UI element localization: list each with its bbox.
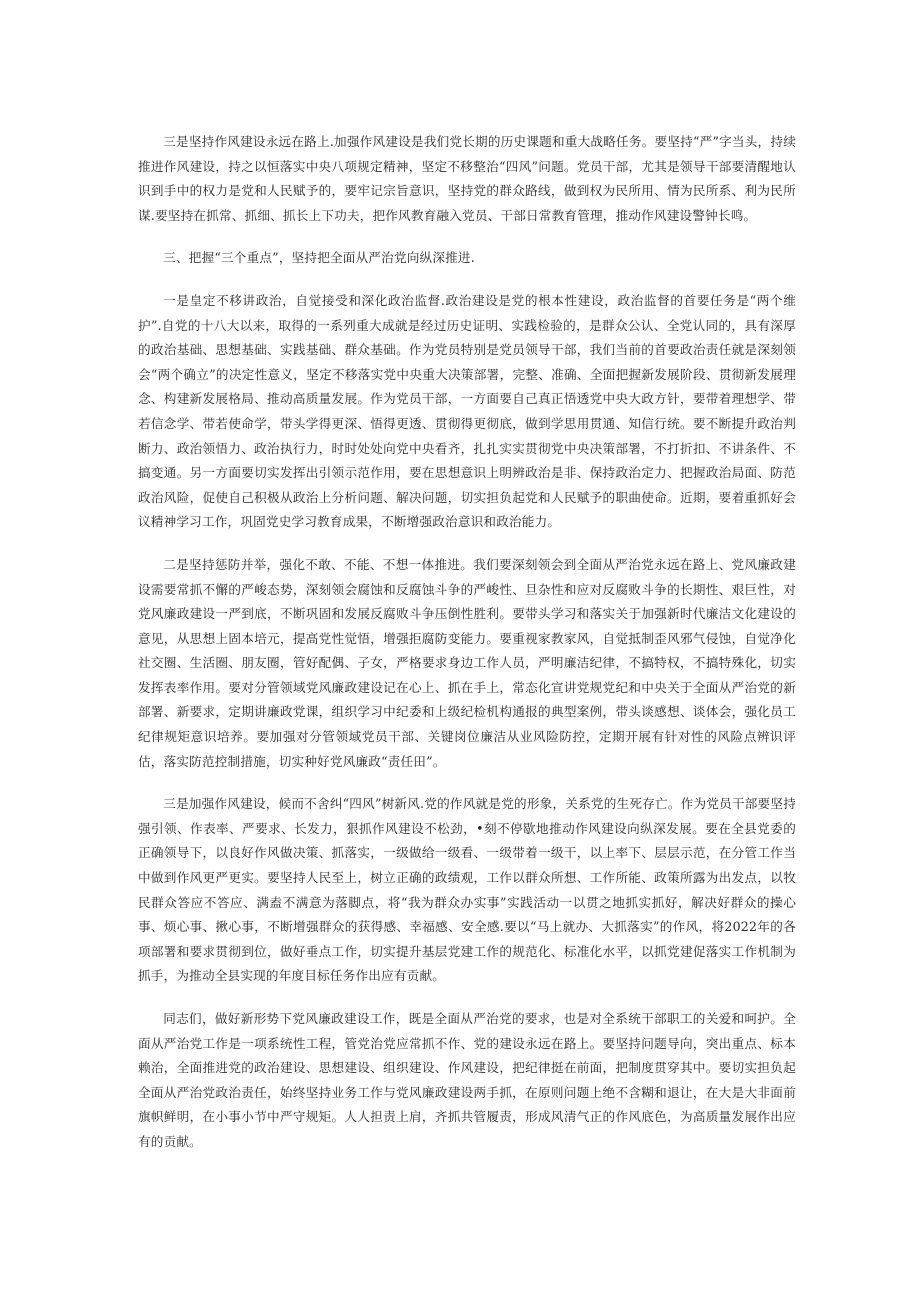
document-body [138, 130, 796, 1173]
paragraph-anti-corruption: 二是坚持惩防并举，强化不敢、不能、不想一体推进。我们要深刻领会到全面从严治党永远在路上、党风廉政建设需要常抓不懈的严峻态势，深刻领会腐蚀和反腐蚀斗争的严峻性、旦杂性和应对反腐败斗争的长期性、艰巨性，对党风廉政建设一严到底，不断巩固和发展反腐败斗争压倒性胜利。要带头学习和落实关于加强新时代廉洁文化建设的意见，从思想上固本培元，提高党性觉悟，增强拒腐防变能力。要重视家教家风，自觉抵制歪风邪气侵蚀，自觉净化社交圈、生活圈、朋友圈，管好配偶、子女，严格要求身边工作人员，严明廉洁纪律，不搞特权，不搞特殊化，切实发挥表率作用。要对分管领域党风廉政建设记在心上、抓在手上，常态化宣讲党规党纪和中央关于全面从严治党的新部署、新要求，定期讲廉政党课，组织学习中纪委和上级纪检机构通报的典型案例，带头谈感想、谈体会，强化员工纪律规矩意识培养。要加强对分管领域党员干部、关键岗位廉洁从业风险防控，定期开展有针对性的风险点辨识评估，落实防范控制措施，切实种好党风廉政“责任田”。 [138, 556, 796, 769]
paragraph-conclusion: 同志们，做好新形势下党风廉政建设工作，既是全面从严治党的要求，也是对全系统干部职工的关爱和呵护。全面从严治党工作是一项系统性工程，管党治党应常抓不作、党的建设永远在路上。要坚持问题导向，突出重点、标本赖治，全面推进党的政治建设、思想建设、组织建设、作风建设，把纪律挺在前面，把制度贯穿其中。要切实担负起全面从严治党政治责任，始终坚持业务工作与党风廉政建设两手抓，在原则问题上绝不含糊和退让，在大是大非面前旗帜鲜明，在小事小节中严守规矩。人人担责上肩，齐抓共管履责，形成风清气正的作风底色，为高质量发展作出应有的贡献。 [138, 1011, 796, 1149]
section-heading-three-key-points: 三、把握“三个重点”，坚持把全面从严治党向纵深推进. [163, 250, 475, 266]
paragraph-work-style: 三是加强作风建设，候而不舍纠“四风”树新风.党的作风就是党的形象，关系党的生死存亡。作为党员干部要坚持强引领、作表率、严要求、长发力，狠抓作风建设不松劲，•刻不停歇地推动作风建设向纵深发展。要在全县党委的正确领导下，以良好作风做决策、抓落实，一级做给一级看、一级带着一级干，以上率下、层层示范，在分管工作当中做到作风更严更实。要坚持人民至上，树立正确的政绩观，工作以群众所想、工作所能、政策所露为出发点，以牧民群众答应不答应、满盍不满意为落脚点，将“我为群众办实事”实践活动一以贯之地抓实抓好，解决好群众的操心事、烦心事、揪心事，不断增强群众的获得感、幸福感、安全感.要以“马上就办、大抓落实”的作风，将2022年的各项部署和要求贯彻到位，做好垂点工作，切实提升基层党建工作的规范化、标准化水平，以抓党建促落实工作机制为抓手，为推动全县实现的年度目标任务作出应有贡献。 [138, 796, 796, 984]
paragraph-political-supervision: 一是皇定不移讲政治，自觉接受和深化政治监督.政治建设是党的根本性建设，政治监督的首要任务是“两个维护”.自党的十八大以来，取得的一系列重大成就是经过历史证明、实践检验的，是群众公认、全党认同的，具有深厚的政治基础、思想基础、实践基础、群众基础。作为党员特别是党员领导干部，我们当前的首要政治责任就是深刻领会“两个确立”的决定性意义，坚定不移落实党中央重大决策部署，完整、准确、全面把握新发展阶段、贯彻新发展理念、构建新发展格局、推动高质量发展。作为党员干部，一方面要自己真正悟透党中央大政方针，要带着理想学、带若信念学、带若使命学，带头学得更深、悟得更透、贯彻得更彻底，做到学思用贯通、知信行统。要不断提升政治判断力、政治领悟力、政治执行力，时时处处向党中央看齐，扎扎实实贯彻党中央决策部署，不打折扣、不讲条件、不搞变通。另一方面要切实发挥出引领示范作用，要在思想意识上明辨政治是非、保持政治定力、把握政治局面、防范政治风险，促使自己积极从政治上分析问题、解决问题，切实担负起党和人民赋予的职曲使命。近期，要着重抓好会议精神学习工作，巩固党史学习教育成果，不断增强政治意识和政治能力。 [138, 292, 796, 530]
paragraph-style-building: 三是坚持作风建设永远在路上.加强作风建设是我们党长期的历史课题和重大战略任务。要坚持“严”字当头，持续推进作风建设，持之以恒落实中央八项规定精神，坚定不移整治“四风”问题。党员干部，尤其是领导干部要清醒地认识到手中的权力是党和人民赋予的，要牢记宗旨意识，坚持党的群众路线，做到权为民所用、情为民所系、利为民所谋.要坚持在抓常、抓细、抓长上下功夫，把作风教育融入党员、干部日常教育管理，推动作风建设警钟长鸣。 [138, 134, 796, 223]
